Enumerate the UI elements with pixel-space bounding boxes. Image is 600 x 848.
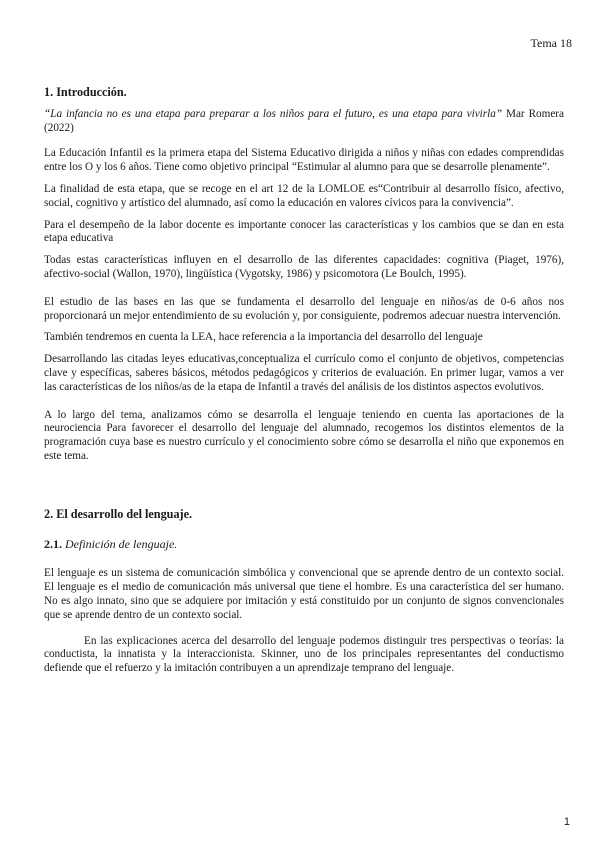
- quote-author: Mar Romera (2022): [44, 107, 564, 134]
- page-content: [44, 86, 564, 684]
- paragraph: El lenguaje es un sistema de comunicación simbólica y convencional que se aprende dentro de un contexto social. El lenguaje es el medio de comunicación más universal que tiene el hombre. Es una característica del ser humano. No es algo innato, sino que se adquiere por imitación y está constituido por un conjunto de signos convencionales que se aprende dentro de un contexto social.: [44, 567, 564, 621]
- paragraph: Para el desempeño de la labor docente es importante conocer las características y los cambios que se dan en esta etapa educativa: [44, 218, 564, 245]
- paragraph: El estudio de las bases en las que se fundamenta el desarrollo del lenguaje en niños/as de 0-6 años nos proporcionará un mejor entendimiento de su evolución y, por consiguiente, podremos adecuar nuestra intervención.: [44, 295, 564, 322]
- subsection-number: 2.1.: [44, 536, 62, 551]
- quote-text: “La infancia no es una etapa para preparar a los niños para el futuro, es una etapa para vivirla”: [44, 107, 503, 120]
- paragraph: Desarrollando las citadas leyes educativas,conceptualiza el currículo como el conjunto de objetivos, competencias clave y específicas, saberes básicos, métodos pedagógicos y criterios de evaluación. En primer lugar, vamos a ver las características de los niños/as de la etapa de Infantil a través del análisis de los distintos aspectos evolutivos.: [44, 353, 564, 393]
- paragraph: La Educación Infantil es la primera etapa del Sistema Educativo dirigida a niños y niñas con edades comprendidas entre los O y los 6 años. Tiene como objetivo principal “Estimular al alumno para que se desarrolle plenamente”.: [44, 147, 564, 174]
- topic-header: Tema 18: [530, 36, 572, 50]
- paragraph: Todas estas características influyen en el desarrollo de las diferentes capacidades: cognitiva (Piaget, 1976), afectivo-social (Wallon, 1970), lingüística (Vygotsky, 1986) y psicomotora (Le Boulch, 1995).: [44, 254, 564, 280]
- opening-quote: [44, 108, 564, 136]
- paragraph: La finalidad de esta etapa, que se recoge en el art 12 de la LOMLOE es“Contribuir al desarrollo físico, afectivo, social, cognitivo y artístico del alumnado, así como la educación en valores cívicos para la convivencia”.: [44, 182, 564, 209]
- section-2-heading: 2. El desarrollo del lenguaje.: [44, 506, 193, 521]
- paragraph: A lo largo del tema, analizamos cómo se desarrolla el lenguaje teniendo en cuenta las aportaciones de la neurociencia Para favorecer el desarrollo del lenguaje del alumnado, recogemos los distintos elementos de la programación cuya base es nuestro currículo y el conocimiento sobre cómo se desarrolla el niño que exponemos en este tema.: [44, 408, 564, 462]
- paragraph: También tendremos en cuenta la LEA, hace referencia a la importancia del desarrollo del lenguaje: [44, 331, 483, 344]
- subsection-heading: [44, 538, 564, 552]
- subsection-title: Definición de lenguaje.: [65, 536, 178, 551]
- paragraph: En las explicaciones acerca del desarrollo del lenguaje podemos distinguir tres perspectivas o teorías: la conductista, la innatista y la interaccionista. Skinner, uno de los principales representantes del conductismo defiende que el refuerzo y la imitación contribuyen a un aprendizaje temprano del lenguaje.: [44, 634, 564, 675]
- page-number: 1: [563, 816, 570, 828]
- section-1-heading: 1. Introducción.: [44, 85, 127, 99]
